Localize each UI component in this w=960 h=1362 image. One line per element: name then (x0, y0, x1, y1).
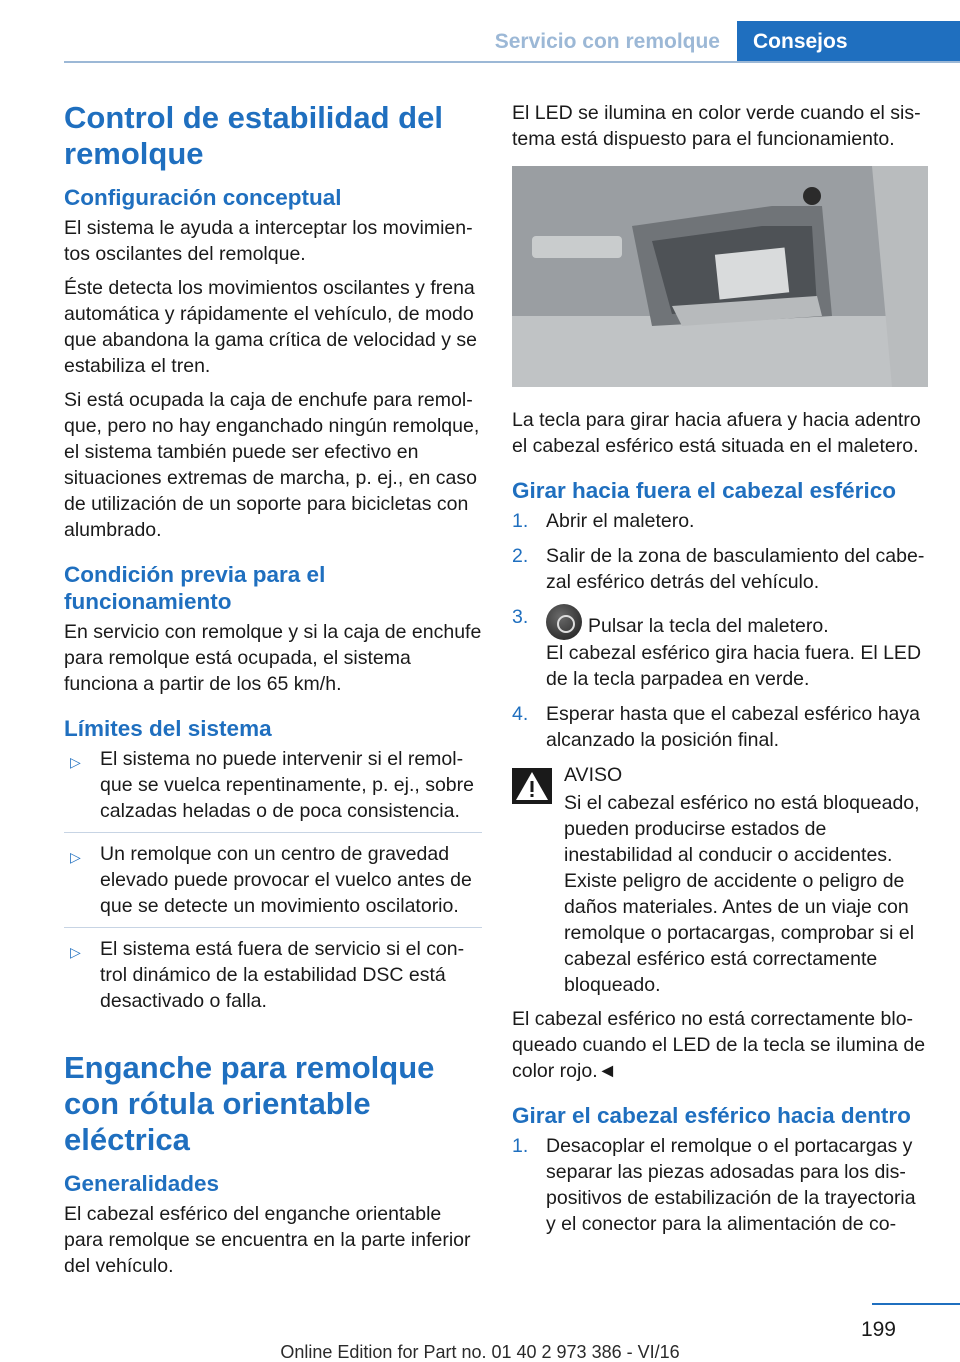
heading-swing-in: Girar el cabezal esférico hacia dentro (512, 1103, 911, 1128)
footer-rule (872, 1303, 960, 1305)
list-item: 1. Abrir el maletero. (512, 510, 695, 532)
triangle-bullet-icon: ▷ (70, 944, 81, 960)
triangle-bullet-icon: ▷ (70, 754, 81, 770)
warning-triangle-icon (512, 768, 552, 804)
heading-swing-out: Girar hacia fuera el cabezal esférico (512, 478, 896, 503)
paragraph: En servicio con remolque y si la caja de enchufe para remolque está ocupada, el sistema funciona a partir de los 65 km/h. (64, 621, 482, 695)
list-item: 3. Pulsar la tecla del maletero. El cabezal esférico gira hacia fuera. El LED de la tecla parpadea en verde. (512, 606, 922, 690)
trunk-button-icon (546, 604, 582, 640)
swing-out-steps (512, 508, 928, 753)
paragraph: El cabezal esférico del enganche orientable para remolque se encuentra en la parte inferior del vehículo. (64, 1203, 471, 1277)
page-number: 199 (860, 1318, 896, 1341)
warning-text: Si el cabezal esférico no está bloqueado, pueden producirse estados de inestabilidad al conducir o accidentes. Existe peligro de accidente o peligro de daños materiales. Antes de un viaje con remolque o portacargas, comprobar si el cabezal esférico está correctamente bloqueado. (564, 792, 920, 996)
header-section: Servicio con remolque (494, 30, 720, 53)
paragraph: Si está ocupada la caja de enchufe para remolque, pero no hay enganchado ningún remolque, el sistema también puede ser efectivo en situaciones extremas de marcha, p. ej., en caso de utilización de un soporte para bicicletas con alumbrado. (64, 389, 480, 541)
warning-block (512, 762, 928, 998)
list-item: ▷ Un remolque con un centro de gravedad elevado puede provocar el vuelco antes de que se detecte un movimiento oscilatorio. (64, 841, 482, 928)
list-item: 1. Desacoplar el remolque o el portacargas y separar las piezas adosadas para los dispositivos de estabilización de la trayectoria y el conector para la alimentación de co- (512, 1135, 916, 1235)
right-column (512, 100, 928, 1246)
swing-in-steps (512, 1133, 928, 1237)
paragraph: El cabezal esférico no está correctamente bloqueado cuando el LED de la tecla se ilumina de color rojo.◄ (512, 1008, 926, 1082)
heading-condition: Condición previa para el funcionamiento (64, 562, 326, 614)
limits-list (64, 746, 482, 1022)
trunk-photo (512, 166, 928, 387)
heading-limits: Límites del sistema (64, 716, 272, 741)
section-title-hitch: Enganche para remolque con rótula orientable eléctrica (64, 1050, 435, 1157)
trunk-illustration (512, 166, 928, 387)
heading-general: Generalidades (64, 1171, 220, 1196)
list-item: 4. Esperar hasta que el cabezal esférico haya alcanzado la posición final. (512, 703, 920, 751)
warning-label: AVISO (564, 764, 623, 786)
list-item: 2. Salir de la zona de basculamiento del cabezal esférico detrás del vehículo. (512, 545, 925, 593)
page-header (0, 0, 960, 62)
list-item: ▷ El sistema está fuera de servicio si el control dinámico de la estabilidad DSC está desactivado o falla. (70, 938, 465, 1012)
paragraph: El LED se ilumina en color verde cuando el sistema está dispuesto para el funcionamiento. (512, 102, 921, 150)
header-tab: Consejos (737, 21, 960, 63)
photo-caption: La tecla para girar hacia afuera y hacia adentro el cabezal esférico está situada en el maletero. (512, 409, 921, 457)
triangle-bullet-icon: ▷ (70, 849, 81, 865)
paragraph: Éste detecta los movimientos oscilantes y frena automática y rápidamente el vehículo, de modo que abandona la gama crítica de velocidad y se estabiliza el tren. (64, 277, 478, 377)
left-column (64, 100, 482, 1287)
list-item: ▷ El sistema no puede intervenir si el remolque se vuelca repentinamente, p. ej., sobre calzadas heladas o de poca consistencia. (64, 746, 482, 833)
section-title-stability: Control de estabilidad del remolque (64, 100, 443, 171)
header-rule (64, 61, 960, 63)
paragraph: El sistema le ayuda a interceptar los movimientos oscilantes del remolque. (64, 217, 473, 265)
edition-note: Online Edition for Part no. 01 40 2 973 386 - VI/16 (280, 1342, 680, 1362)
heading-concept: Configuración conceptual (64, 185, 342, 210)
